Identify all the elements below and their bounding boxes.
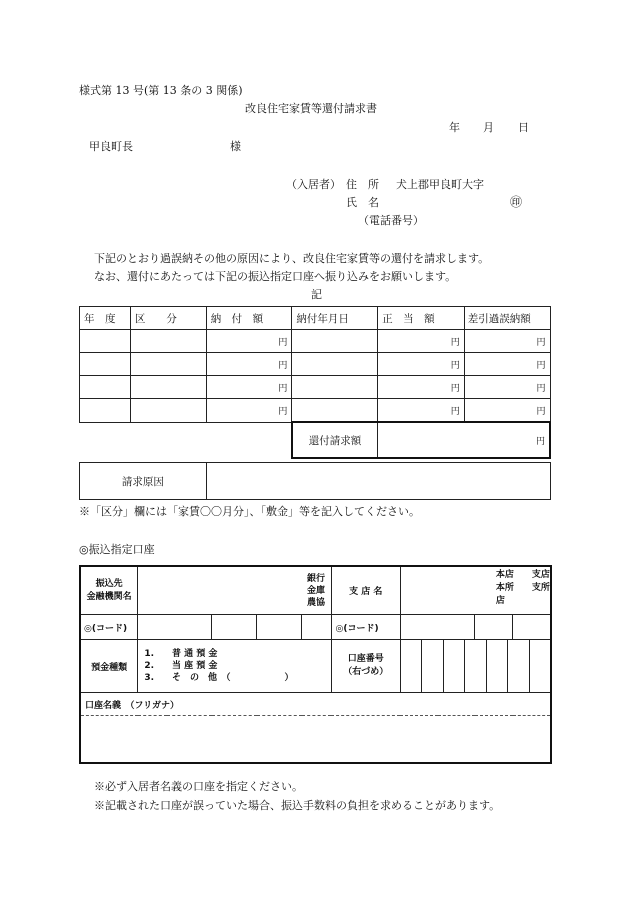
account-number-label-2: （右づめ） bbox=[343, 667, 389, 677]
cell-year[interactable] bbox=[80, 353, 131, 376]
bank-type-nokyo: 農協 bbox=[307, 597, 326, 608]
honorific: 様 bbox=[230, 140, 241, 153]
header-category: 区 分 bbox=[130, 307, 206, 330]
refund-total-value[interactable]: 円 bbox=[378, 422, 550, 458]
holder-name-row bbox=[80, 716, 551, 764]
cell-category[interactable] bbox=[130, 399, 206, 423]
bank-row bbox=[80, 566, 551, 615]
note-2: ※記載された口座が誤っていた場合、振込手数料の負担を求めることがあります。 bbox=[94, 799, 501, 812]
header-payment-date: 納付年月日 bbox=[292, 307, 378, 330]
note-1: ※必ず入居者名義の口座を指定ください。 bbox=[94, 780, 303, 793]
account-number-label-1: 口座番号 bbox=[347, 654, 384, 664]
branch-code-digit[interactable] bbox=[475, 615, 513, 640]
cell-overpaid-amount[interactable]: 円 bbox=[464, 330, 550, 353]
ki-label: 記 bbox=[311, 288, 322, 301]
address-label: 住 所 bbox=[346, 178, 379, 191]
body-line-1: 下記のとおり過誤納その他の原因により、改良住宅家賃等の還付を請求します。 bbox=[94, 252, 490, 265]
account-number-label bbox=[331, 640, 400, 693]
date-year: 年 bbox=[449, 121, 460, 134]
deposit-type-options[interactable] bbox=[138, 640, 331, 693]
cell-payment-date[interactable] bbox=[292, 353, 378, 376]
bank-label bbox=[80, 566, 138, 615]
bank-code-label: ◎(コード) bbox=[80, 615, 138, 640]
cell-payment-date[interactable] bbox=[292, 376, 378, 399]
branch-type-line1: 本店 支店 bbox=[495, 570, 550, 580]
cell-year[interactable] bbox=[80, 399, 131, 423]
branch-name-input[interactable] bbox=[400, 566, 551, 615]
account-section-title: ◎振込指定口座 bbox=[79, 543, 155, 556]
branch-code-digit[interactable] bbox=[400, 615, 474, 640]
cell-paid-amount[interactable]: 円 bbox=[206, 353, 292, 376]
account-table bbox=[79, 565, 552, 764]
account-digit[interactable] bbox=[465, 640, 486, 692]
bank-code-digit[interactable] bbox=[302, 615, 331, 640]
addressee: 甲良町長 bbox=[89, 140, 133, 153]
cell-correct-amount[interactable]: 円 bbox=[378, 399, 465, 423]
form-number: 様式第 13 号(第 13 条の 3 関係) bbox=[79, 84, 243, 97]
cell-paid-amount[interactable]: 円 bbox=[206, 330, 292, 353]
seal-mark: ㊞ bbox=[510, 195, 523, 209]
bank-name-input[interactable] bbox=[138, 566, 302, 615]
cell-category[interactable] bbox=[130, 330, 206, 353]
refund-total-row bbox=[80, 422, 551, 458]
cell-category[interactable] bbox=[130, 353, 206, 376]
reason-row bbox=[80, 463, 551, 500]
holder-label: 口座名義 （フリガナ） bbox=[80, 693, 551, 716]
account-digit[interactable] bbox=[401, 640, 422, 692]
body-line-2: なお、還付にあたっては下記の振込指定口座へ振り込みをお願いします。 bbox=[94, 270, 457, 283]
document-title: 改良住宅家賃等還付請求書 bbox=[245, 102, 377, 115]
cell-paid-amount[interactable]: 円 bbox=[206, 376, 292, 399]
account-digit[interactable] bbox=[530, 640, 550, 692]
deposit-option-2[interactable]: 2. 当 座 預 金 bbox=[144, 661, 218, 671]
applicant-label: （入居者） bbox=[286, 178, 341, 191]
branch-code-digit[interactable] bbox=[513, 615, 551, 640]
table-header-row bbox=[80, 307, 551, 330]
account-number-digits[interactable] bbox=[400, 640, 551, 693]
branch-type-line2: 本所 支所 bbox=[495, 583, 550, 593]
deposit-row bbox=[80, 640, 551, 693]
holder-kana-row bbox=[80, 693, 551, 716]
bank-type-kinko: 金庫 bbox=[307, 585, 326, 596]
cell-correct-amount[interactable]: 円 bbox=[378, 353, 465, 376]
bank-code-digit[interactable] bbox=[138, 615, 212, 640]
name-label: 氏 名 bbox=[346, 196, 379, 209]
refund-total-label: 還付請求額 bbox=[292, 422, 378, 458]
header-paid-amount: 納 付 額 bbox=[206, 307, 292, 330]
branch-type-line3: 店 bbox=[495, 596, 505, 606]
cell-payment-date[interactable] bbox=[292, 399, 378, 423]
table-row bbox=[80, 353, 551, 376]
table-row bbox=[80, 399, 551, 423]
bank-label-line2: 金融機関名 bbox=[86, 591, 132, 602]
date-month: 月 bbox=[483, 121, 494, 134]
date-day: 日 bbox=[518, 121, 529, 134]
cell-year[interactable] bbox=[80, 376, 131, 399]
spacer bbox=[80, 422, 292, 458]
code-row bbox=[80, 615, 551, 640]
cell-overpaid-amount[interactable]: 円 bbox=[464, 353, 550, 376]
cell-correct-amount[interactable]: 円 bbox=[378, 330, 465, 353]
account-digit[interactable] bbox=[487, 640, 508, 692]
deposit-option-1[interactable]: 1. 普 通 預 金 bbox=[144, 649, 218, 659]
cell-overpaid-amount[interactable]: 円 bbox=[464, 376, 550, 399]
table-row bbox=[80, 330, 551, 353]
cell-paid-amount[interactable]: 円 bbox=[206, 399, 292, 423]
holder-name-input[interactable] bbox=[80, 716, 551, 764]
cell-overpaid-amount[interactable]: 円 bbox=[464, 399, 550, 423]
cell-correct-amount[interactable]: 円 bbox=[378, 376, 465, 399]
bank-code-digit[interactable] bbox=[212, 615, 257, 640]
address-value: 犬上郡甲良町大字 bbox=[396, 178, 484, 191]
cell-year[interactable] bbox=[80, 330, 131, 353]
phone-label: （電話番号） bbox=[358, 214, 424, 227]
account-digit[interactable] bbox=[422, 640, 443, 692]
header-correct-amount: 正 当 額 bbox=[378, 307, 465, 330]
bank-code-digit[interactable] bbox=[257, 615, 302, 640]
branch-label: 支 店 名 bbox=[331, 566, 400, 615]
reason-value[interactable] bbox=[206, 463, 550, 500]
category-note: ※「区分」欄には「家賃〇〇月分」、「敷金」等を記入してください。 bbox=[79, 505, 420, 518]
deposit-option-3[interactable]: 3. そ の 他 （ ） bbox=[144, 673, 294, 683]
reason-label: 請求原因 bbox=[80, 463, 207, 500]
deposit-type-label: 預金種類 bbox=[80, 640, 138, 693]
bank-type bbox=[302, 566, 331, 615]
branch-code-label: ◎(コード) bbox=[331, 615, 400, 640]
bank-label-line1: 振込先 bbox=[95, 578, 123, 589]
cell-payment-date[interactable] bbox=[292, 330, 378, 353]
bank-type-ginko: 銀行 bbox=[307, 573, 326, 584]
account-digit[interactable] bbox=[508, 640, 529, 692]
cell-category[interactable] bbox=[130, 376, 206, 399]
table-row bbox=[80, 376, 551, 399]
account-digit[interactable] bbox=[444, 640, 465, 692]
header-year: 年 度 bbox=[80, 307, 131, 330]
refund-table bbox=[79, 306, 551, 500]
header-overpaid-amount: 差引過誤納額 bbox=[464, 307, 550, 330]
